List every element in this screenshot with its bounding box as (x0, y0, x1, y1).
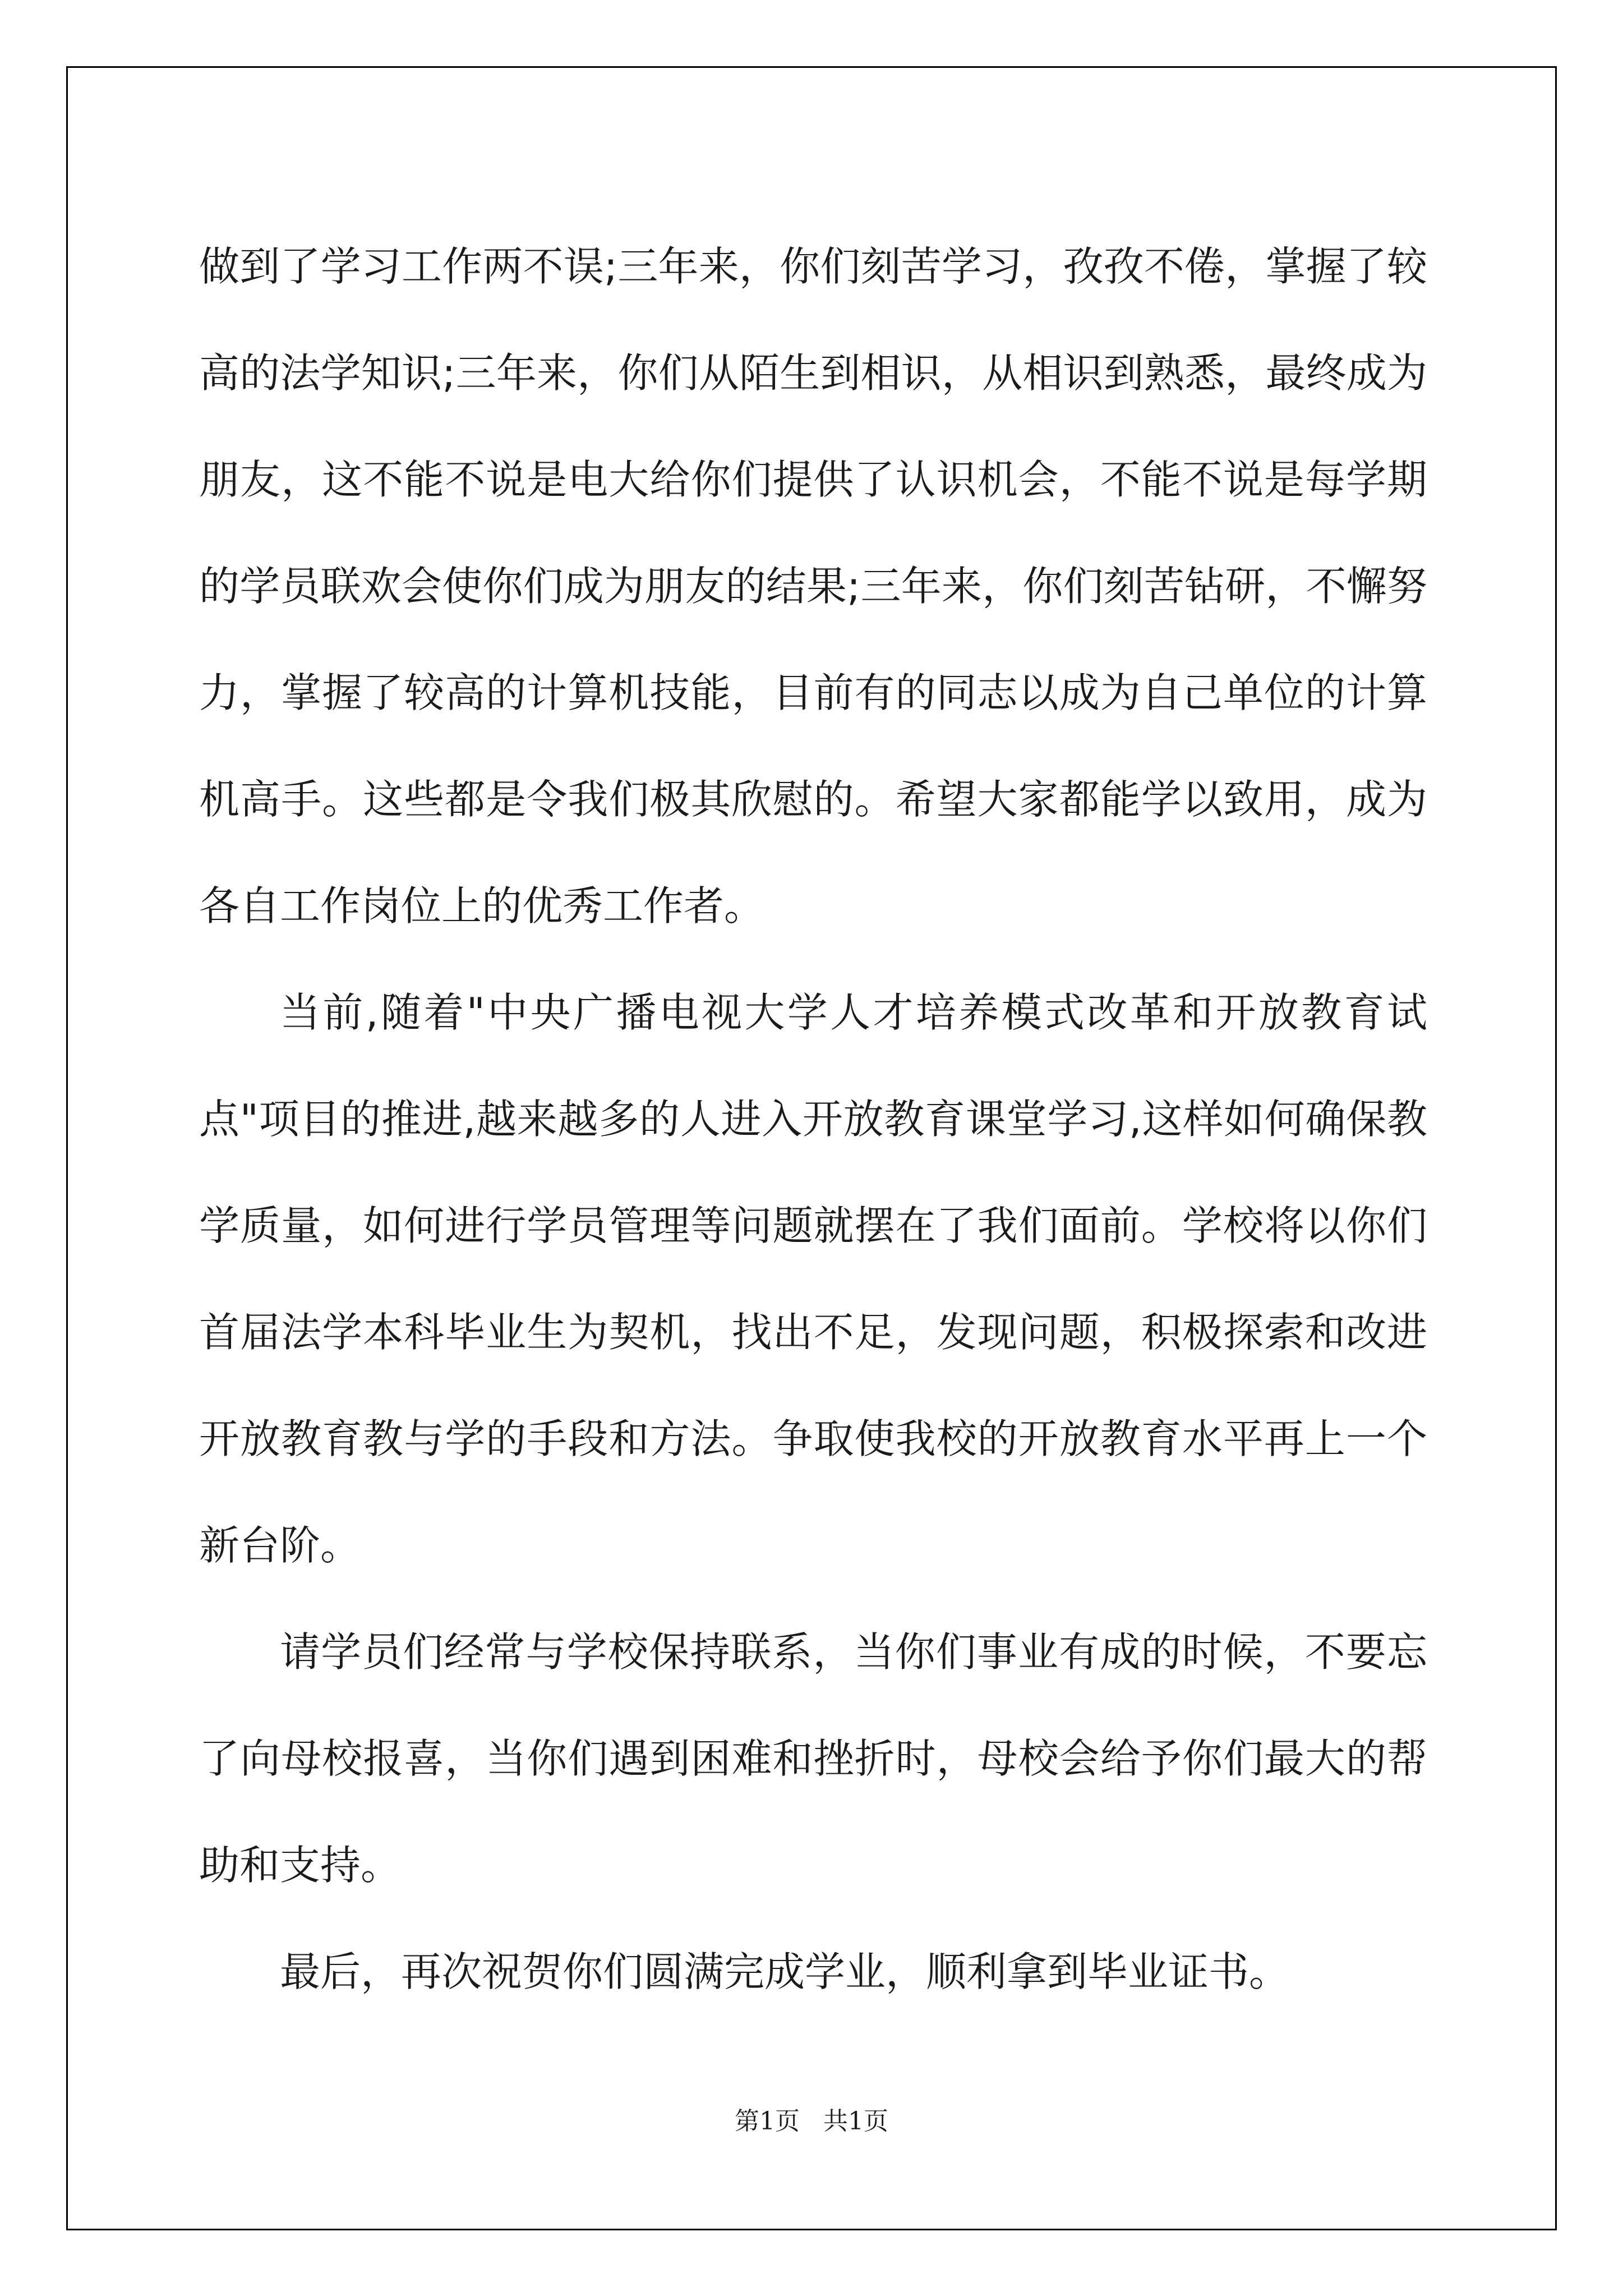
paragraph-3: 请学员们经常与学校保持联系，当你们事业有成的时候，不要忘了向母校报喜，当你们遇到困难和挫折时，母校会给予你们最大的帮助和支持。 (199, 1628, 1427, 1889)
paragraph-2: 当前,随着"中央广播电视大学人才培养模式改革和开放教育试点"项目的推进,越来越多的人进入开放教育课堂学习,这样如何确保教学质量，如何进行学员管理等问题就摆在了我们面前。学校将以你们首届法学本科毕业生为契机，找出不足，发现问题，积极探索和改进开放教育教与学的手段和方法。争取使我校的开放教育水平再上一个新台阶。 (199, 989, 1427, 1569)
document-body (199, 213, 1427, 2025)
paragraph-1: 做到了学习工作两不误;三年来，你们刻苦学习，孜孜不倦，掌握了较高的法学知识;三年来，你们从陌生到相识，从相识到熟悉，最终成为朋友，这不能不说是电大给你们提供了认识机会，不能不说是每学期的学员联欢会使你们成为朋友的结果;三年来，你们刻苦钻研，不懈努力，掌握了较高的计算机技能，目前有的同志以成为自己单位的计算机高手。这些都是令我们极其欣慰的。希望大家都能学以致用，成为各自工作岗位上的优秀工作者。 (199, 243, 1427, 930)
paragraph-4: 最后，再次祝贺你们圆满完成学业，顺利拿到毕业证书。 (280, 1948, 1290, 1995)
page-footer: 第1页 共1页 (735, 2107, 888, 2136)
